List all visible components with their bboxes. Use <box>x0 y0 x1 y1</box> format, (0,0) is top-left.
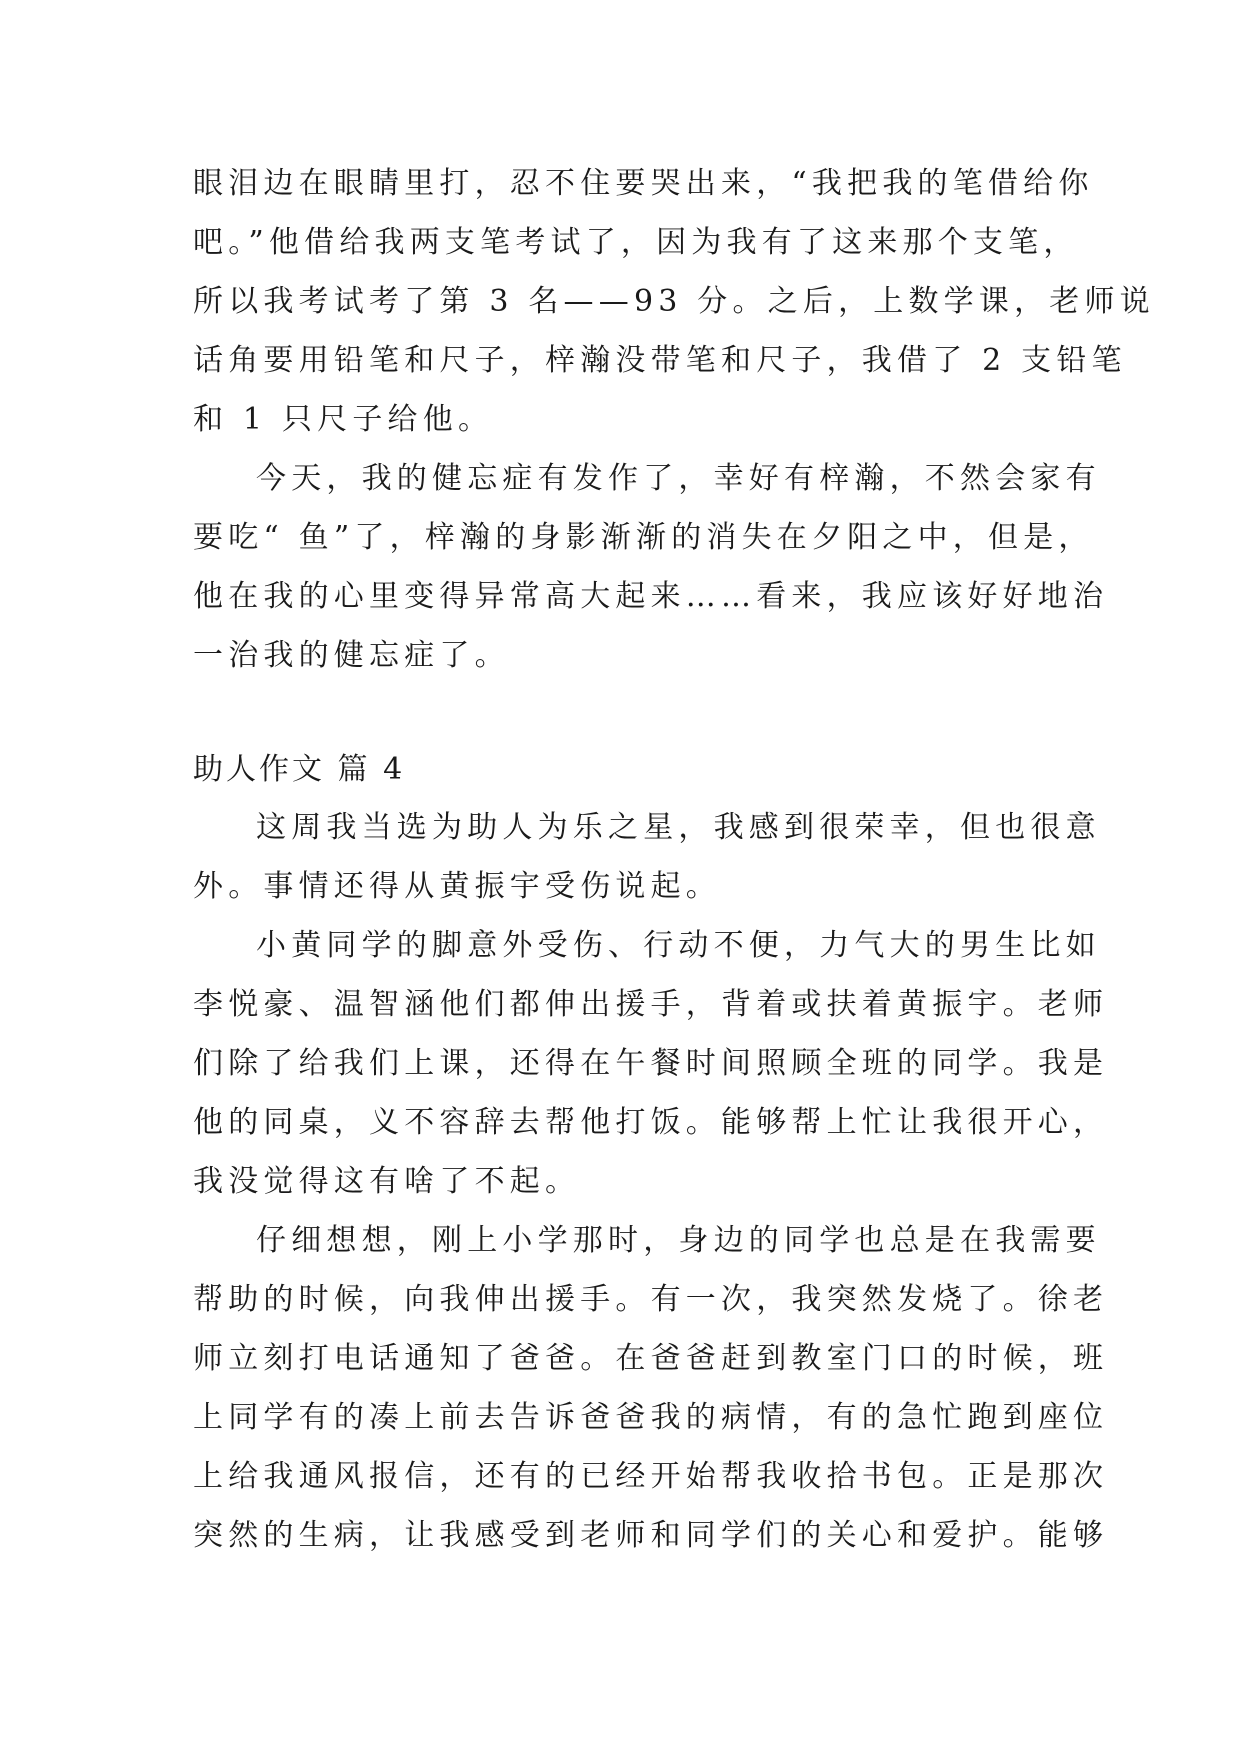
paragraph-first-line: 今天，我的健忘症有发作了，幸好有梓瀚，不然会家有 <box>256 461 1101 496</box>
text-line: 外。事情还得从黄振宇受伤说起。 <box>193 869 721 904</box>
text-line: 一治我的健忘症了。 <box>193 638 510 673</box>
paragraph-first-line: 这周我当选为助人为乐之星，我感到很荣幸，但也很意 <box>256 810 1101 845</box>
text-line: 他在我的心里变得异常高大起来……看来，我应该好好地治 <box>193 579 1109 614</box>
text-line: 吧。”他借给我两支笔考试了，因为我有了这来那个支笔， <box>193 225 1079 260</box>
text-line: 我没觉得这有啥了不起。 <box>193 1164 581 1199</box>
text-line: 李悦豪、温智涵他们都伸出援手，背着或扶着黄振宇。老师 <box>193 987 1109 1022</box>
text-line: 要吃“ 鱼”了，梓瀚的身影渐渐的消失在夕阳之中，但是， <box>193 520 1094 555</box>
text-line: 话角要用铅笔和尺子，梓瀚没带笔和尺子，我借了 2 支铅笔 <box>193 343 1127 378</box>
text-line: 们除了给我们上课，还得在午餐时间照顾全班的同学。我是 <box>193 1046 1109 1081</box>
text-line: 突然的生病，让我感受到老师和同学们的关心和爱护。能够 <box>193 1518 1109 1553</box>
text-line: 上同学有的凑上前去告诉爸爸我的病情，有的急忙跑到座位 <box>193 1400 1109 1435</box>
text-line: 所以我考试考了第 3 名——93 分。之后，上数学课，老师说 <box>193 284 1155 319</box>
text-line: 他的同桌，义不容辞去帮他打饭。能够帮上忙让我很开心， <box>193 1105 1109 1140</box>
paragraph-first-line: 小黄同学的脚意外受伤、行动不便，力气大的男生比如 <box>256 928 1101 963</box>
text-line: 和 1 只尺子给他。 <box>193 402 494 437</box>
text-line: 上给我通风报信，还有的已经开始帮我收拾书包。正是那次 <box>193 1459 1109 1494</box>
text-line: 帮助的时候，向我伸出援手。有一次，我突然发烧了。徐老 <box>193 1282 1109 1317</box>
text-line: 师立刻打电话通知了爸爸。在爸爸赶到教室门口的时候，班 <box>193 1341 1109 1376</box>
section-heading: 助人作文 篇 4 <box>193 752 406 787</box>
paragraph-first-line: 仔细想想，刚上小学那时，身边的同学也总是在我需要 <box>256 1223 1101 1258</box>
text-line: 眼泪边在眼睛里打，忍不住要哭出来，“我把我的笔借给你 <box>193 166 1094 201</box>
